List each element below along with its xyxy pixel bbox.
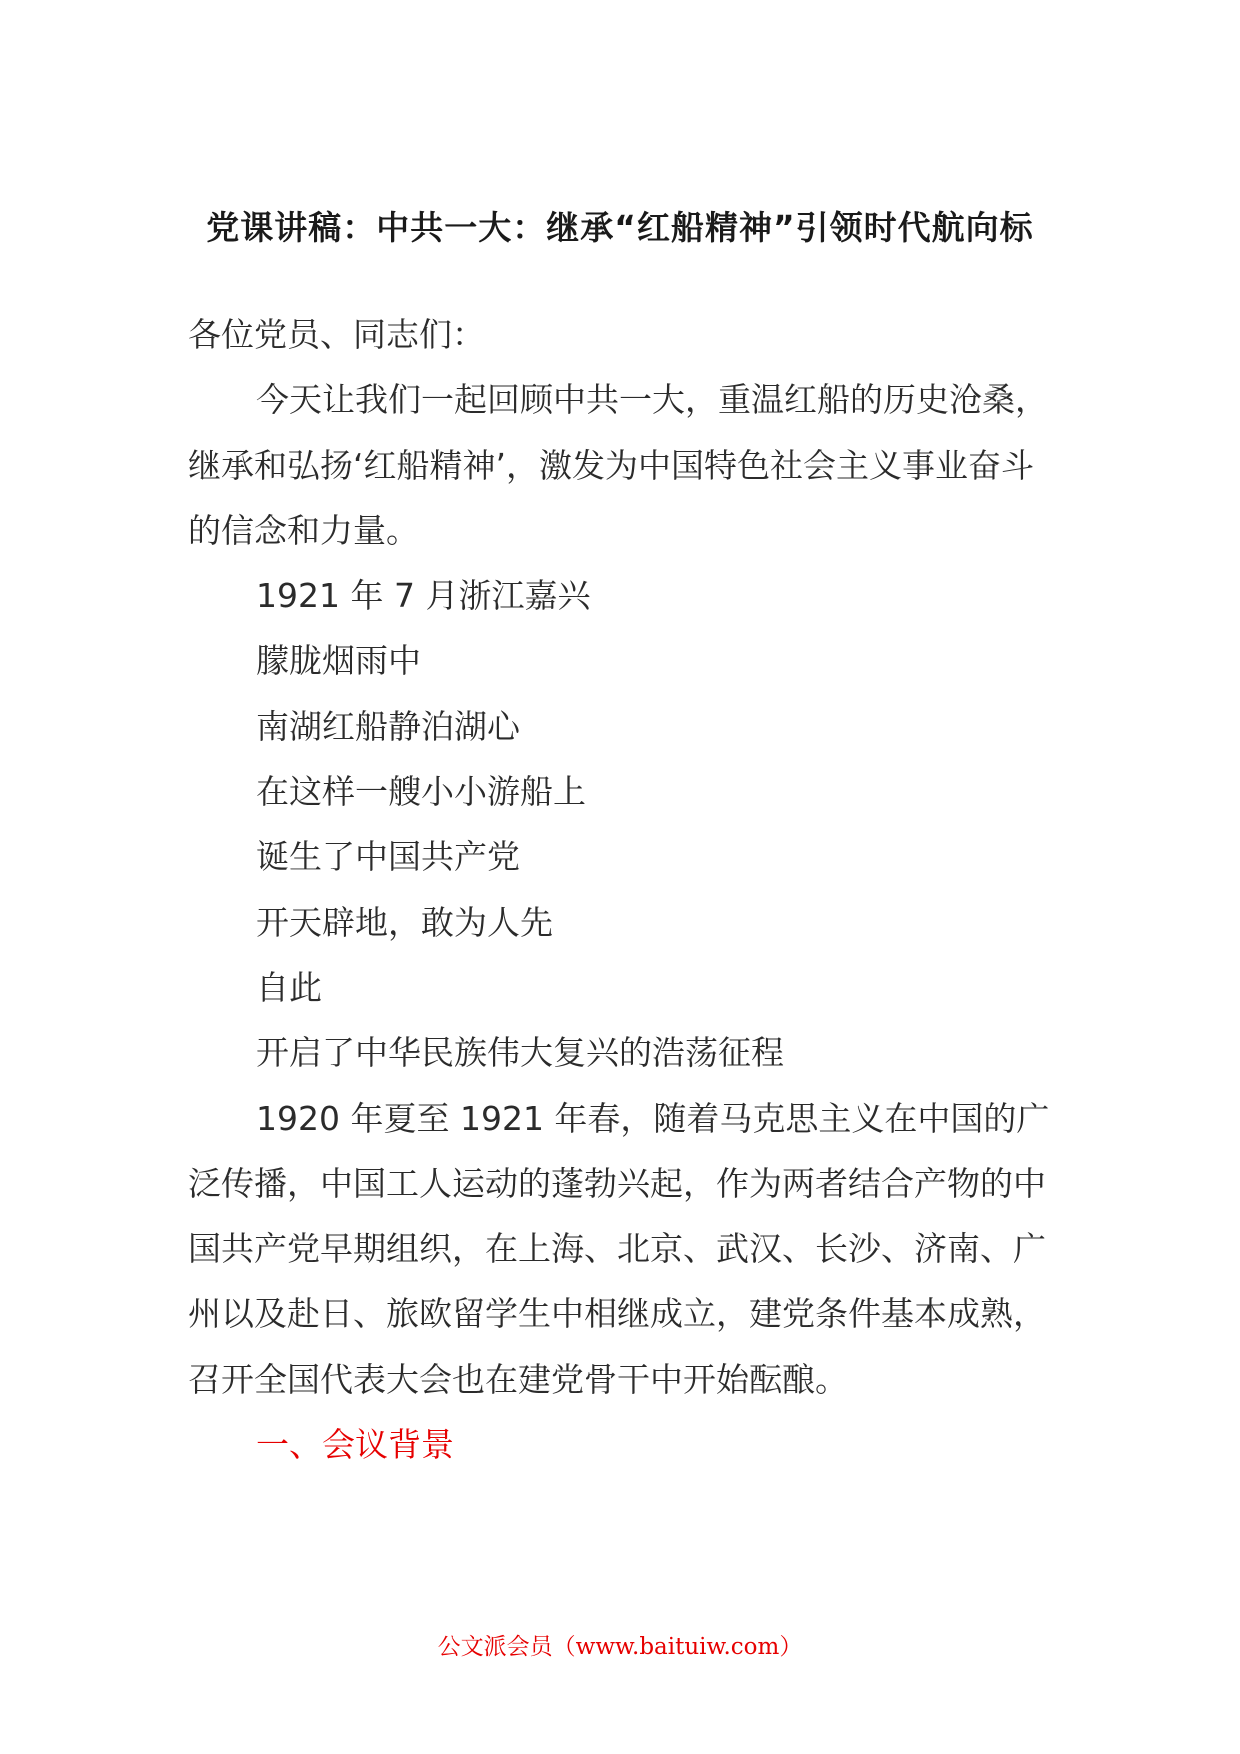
history-paragraph: 1920 年夏至 1921 年春，随着马克思主义在中国的广泛传播，中国工人运动的蓬勃兴起，作为两者结合产物的中国共产党早期组织，在上海、北京、武汉、长沙、济南、广州以及赴日、旅欧留学生中相继成立，建党条件基本成熟，召开全国代表大会也在建党骨干中开始酝酿。 xyxy=(188,1098,1050,1399)
document-body xyxy=(188,302,1058,1477)
section-heading: 一、会议背景 xyxy=(256,1425,454,1465)
intro-paragraph: 今天让我们一起回顾中共一大，重温红船的历史沧桑，继承和弘扬‘红船精神’，激发为中国特色社会主义事业奋斗的信念和力量。 xyxy=(188,380,1048,550)
footer-watermark[interactable]: 公文派会员（www.baituiw.com） xyxy=(437,1634,803,1660)
verse-line: 开启了中华民族伟大复兴的浩荡征程 xyxy=(256,1033,784,1073)
verse-line: 自此 xyxy=(256,967,322,1007)
verse-line: 在这样一艘小小游船上 xyxy=(256,772,586,812)
verse-line: 朦胧烟雨中 xyxy=(256,641,421,681)
document-title: 党课讲稿：中共一大：继承“红船精神”引领时代航向标 xyxy=(206,208,1034,247)
verse-line: 1921 年 7 月浙江嘉兴 xyxy=(256,576,591,616)
verse-line: 开天辟地，敢为人先 xyxy=(256,902,553,942)
verse-line: 诞生了中国共产党 xyxy=(256,837,520,877)
salutation: 各位党员、同志们： xyxy=(188,315,485,354)
verse-line: 南湖红船静泊湖心 xyxy=(256,706,520,746)
